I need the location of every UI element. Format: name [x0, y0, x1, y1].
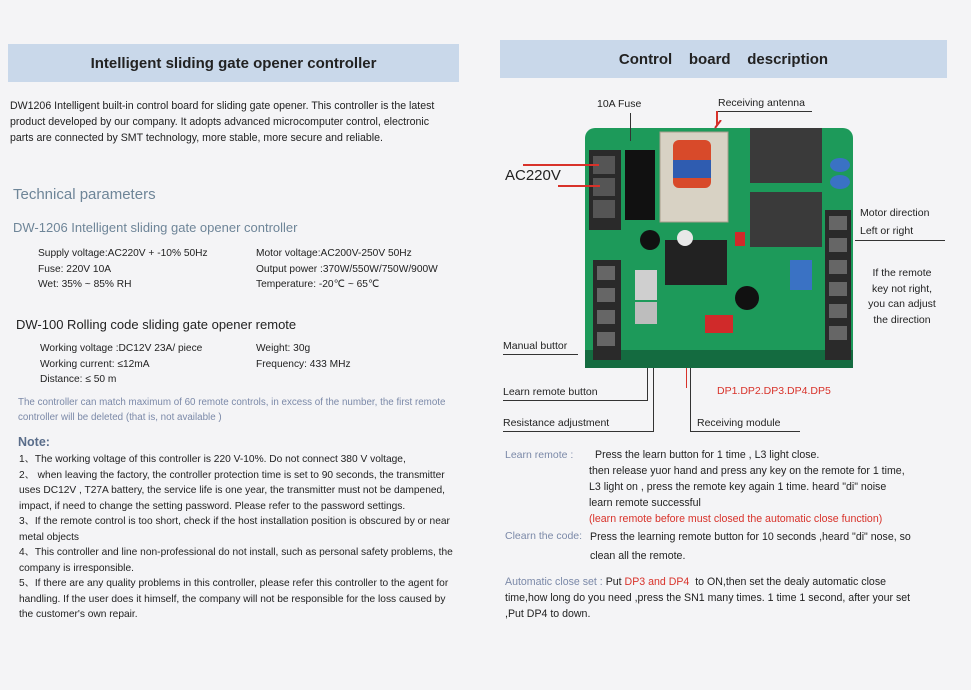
learn-step: L3 light on , press the remote key again 1 time. heard "di" noise: [589, 481, 887, 493]
adjust-line: you can adjust: [868, 298, 936, 311]
clear-step: Press the learning remote button for 10 seconds ,heard "di" nose, so: [590, 531, 911, 543]
callout-line-learn-v: [647, 368, 648, 400]
control-board-image: [575, 120, 860, 375]
remote-title: DW-100 Rolling code sliding gate opener remote: [16, 317, 297, 332]
clear-code-steps: [590, 528, 950, 566]
label-dp-switches: DP1.DP2.DP3.DP4.DP5: [717, 385, 831, 397]
spec-supply: Supply voltage:AC220V + -10% 50Hz: [38, 248, 208, 259]
note-title: Note:: [18, 435, 50, 449]
remote-current: Working current: ≤12mA: [40, 358, 150, 370]
intro-text: DW1206 Intelligent built-in control board for sliding gate opener. This controller is the latest product developed by our company. It adopts advanced microcomputer control, electronic parts are connected by SMT technology, more stable, more secure and reliable.: [10, 100, 435, 144]
auto-close-line: ,Put DP4 to down.: [505, 608, 591, 620]
ac-wire-1: [523, 164, 599, 166]
spec-fuse: Fuse: 220V 10A: [38, 263, 112, 275]
callout-line-resistance-v: [653, 368, 654, 431]
learn-warning: (learn remote before must closed the automatic close function): [589, 513, 883, 525]
auto-close-label: Automatic close set :: [505, 576, 603, 588]
clear-step: clean all the remote.: [590, 550, 686, 562]
learn-remote-label: Learn remote :: [505, 449, 574, 461]
remote-specs-left: [40, 341, 202, 388]
left-banner: [8, 44, 459, 82]
label-receiving-module: Receiving module: [697, 417, 781, 429]
learn-remote-steps: [589, 447, 949, 527]
callout-line-receiving-v: [690, 368, 691, 431]
dw1206-title: DW-1206 Intelligent sliding gate opener controller: [13, 220, 298, 235]
label-manual-button: Manual buttor: [503, 340, 568, 352]
clear-code-label: Clearn the code:: [505, 530, 583, 542]
label-antenna: Receiving antenna: [718, 97, 805, 109]
spec-motor: Motor voltage:AC200V-250V 50Hz: [256, 248, 412, 259]
label-motor-direction: Motor direction: [860, 207, 930, 219]
adjust-note: [860, 266, 944, 329]
callout-line-fuse: [630, 113, 631, 141]
spec-wet: Wet: 35% ~ 85% RH: [38, 279, 132, 290]
fuse-holder: [625, 150, 655, 220]
relay-2: [750, 192, 822, 247]
spec-temp: Temperature: -20℃ ~ 65℃: [256, 279, 380, 290]
note-item: 1、The working voltage of this controller is 220 V-10%. Do not connect 380 V voltage,: [19, 454, 406, 465]
tech-params-title: Technical parameters: [13, 186, 156, 203]
remote-specs-right: [256, 341, 351, 372]
remote-voltage: Working voltage :DC12V 23A/ piece: [40, 343, 203, 354]
pcb-shadow-strip: [585, 350, 853, 368]
antenna-wire: [716, 111, 718, 125]
spec-output: Output power :370W/550W/750W/900W: [256, 263, 438, 275]
learn-step: then release yuor hand and press any key on the remote for 1 time,: [589, 465, 905, 477]
label-learn-button: Learn remote button: [503, 386, 598, 398]
ac-wire-2: [558, 185, 600, 187]
callout-line-manual: [503, 354, 578, 355]
auto-close-post: to ON,then set the dealy automatic close: [689, 576, 887, 588]
adjust-line: the direction: [873, 314, 931, 327]
remote-note: The controller can match maximum of 60 remote controls, in excess of the number, the first remote controller will be deleted (that is, not available ): [18, 397, 446, 423]
notes-list: [19, 452, 455, 623]
callout-line-dp: [686, 368, 687, 388]
learn-step: learn remote successful: [589, 497, 701, 509]
specs-left: [38, 246, 208, 293]
left-banner-title: Intelligent sliding gate opener controller: [90, 54, 377, 72]
note-item: 5、If there are any quality problems in this controller, please refer this controller to the agent for handling. If the user does it himself, the company will not be responsible for the loss caused by the customer's own repair.: [19, 578, 449, 620]
callout-line-receiving: [690, 431, 800, 432]
label-resistance: Resistance adjustment: [503, 417, 610, 429]
note-item: 3、If the remote control is too short, check if the host installation position is obscured by or near metal objects: [19, 516, 450, 543]
learn-step: Press the learn button for 1 time , L3 light close.: [595, 449, 820, 461]
remote-distance: Distance: ≤ 50 m: [40, 374, 117, 385]
callout-line-learn: [503, 400, 648, 401]
remote-frequency: Frequency: 433 MHz: [256, 358, 351, 370]
auto-close-line-1: [505, 574, 945, 590]
callout-line-antenna: [716, 111, 812, 112]
adjust-line: If the remote: [872, 267, 932, 279]
callout-line-resistance: [503, 431, 654, 432]
right-banner: [500, 40, 947, 78]
specs-right: [256, 246, 438, 293]
auto-close-section: [505, 574, 945, 622]
dip-switch: [705, 315, 733, 333]
label-left-right: Left or right: [860, 225, 914, 237]
relay-1: [750, 128, 822, 183]
adjust-line: key not right,: [871, 282, 933, 295]
auto-close-pre: Put: [602, 576, 625, 588]
label-fuse: 10A Fuse: [597, 98, 642, 110]
callout-line-direction: [855, 240, 945, 241]
note-item: 4、This controller and line non-professional do not install, such as personal safety problems, the company is irresponsible.: [19, 547, 453, 574]
remote-weight: Weight: 30g: [256, 343, 311, 354]
auto-close-dp: DP3 and DP4: [624, 576, 690, 588]
right-banner-title: Control board description: [618, 50, 829, 68]
auto-close-line: time,how long do you need ,press the SN1 many times. 1 time 1 second, after your set: [505, 592, 911, 604]
chip: [665, 240, 727, 285]
note-item: 2、 when leaving the factory, the controller protection time is set to 90 seconds, the transmitter uses DC12V , T27A battery, the service life is one year, the transmitter must not be dampened, impact, if need to change the setting password. Please refer to the password settings.: [19, 469, 446, 512]
label-ac220v: AC220V: [505, 167, 561, 184]
